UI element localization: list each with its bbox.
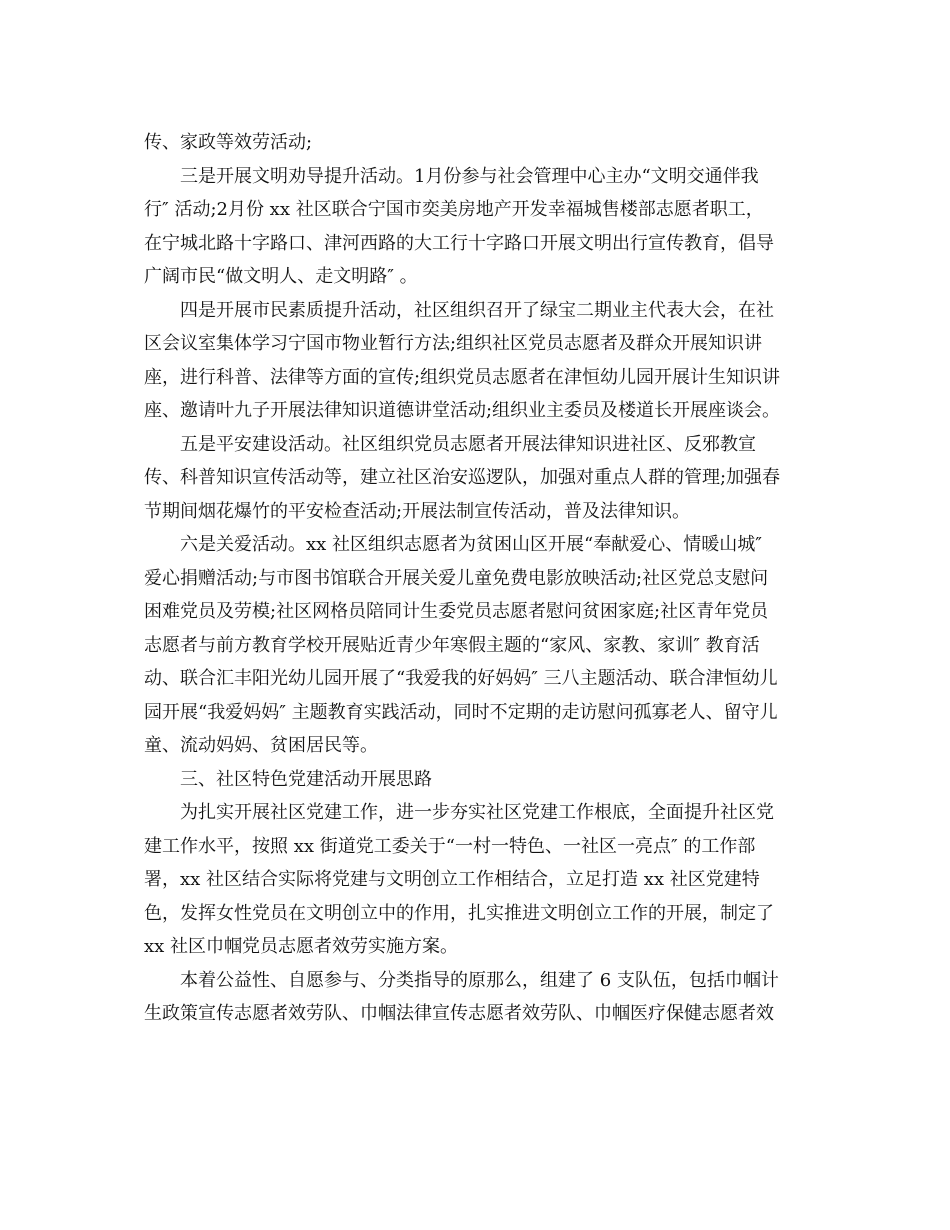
text-line: 童、流动妈妈、贫困居民等。 [144,735,378,756]
document-body [144,126,806,1031]
text-line: 区会议室集体学习宁国市物业暂行方法;组织社区党员志愿者及群众开展知识讲 [144,333,763,354]
text-line: 传、科普知识宣传活动等，建立社区治安巡逻队，加强对重点人群的管理;加强春 [144,467,781,488]
paragraph-start-line: 三是开展文明劝导提升活动。1月份参与社会管理中心主办“文明交通伴我 [180,165,759,187]
paragraph-start-line: 六是关爱活动。xx 社区组织志愿者为贫困山区开展“奉献爱心、情暖山城″ [180,534,762,555]
text-line: 广阔市民“做文明人、走文明路″ 。 [144,266,418,287]
text-line: 署，xx 社区结合实际将党建与文明创立工作相结合，立足打造 xx 社区党建特 [144,869,760,890]
text-line: 建工作水平，按照 xx 街道党工委关于“一村一特色、一社区一亮点″ 的工作部 [144,835,756,857]
text-line: 爱心捐赠活动;与市图书馆联合开展关爱儿童免费电影放映活动;社区党总支慰问 [144,567,769,589]
text-line: 生政策宣传志愿者效劳队、巾帼法律宣传志愿者效劳队、巾帼医疗保健志愿者效 [144,1003,774,1024]
text-line: 困难党员及劳模;社区网格员陪同计生委党员志愿者慰问贫困家庭;社区青年党员 [144,601,769,622]
paragraph-start-line: 本着公益性、自愿参与、分类指导的原那么，组建了 6 支队伍，包括巾帼计 [180,969,779,991]
text-line: 节期间烟花爆竹的平安检查活动;开展法制宣传活动，普及法律知识。 [144,500,691,522]
section-heading: 三、社区特色党建活动开展思路 [180,768,432,790]
text-line: 动、联合汇丰阳光幼儿园开展了“我爱我的好妈妈″ 三八主题活动、联合津恒幼儿 [144,668,778,689]
text-line: xx 社区巾帼党员志愿者效劳实施方案。 [144,936,459,957]
text-line: 在宁城北路十字路口、津河西路的大工行十字路口开展文明出行宣传教育，倡导 [144,232,774,254]
text-line: 传、家政等效劳活动; [144,132,313,153]
text-line: 座、邀请叶九子开展法律知识道德讲堂活动;组织业主委员及楼道长开展座谈会。 [144,400,781,421]
text-line: 志愿者与前方教育学校开展贴近青少年寒假主题的“家风、家教、家训″ 教育活 [144,634,760,656]
text-line: 园开展“我爱妈妈″ 主题教育实践活动，同时不定期的走访慰问孤寡老人、留守儿 [144,701,778,723]
text-line: 色，发挥女性党员在文明创立中的作用，扎实推进文明创立工作的开展，制定了 [144,902,774,924]
paragraph-start-line: 为扎实开展社区党建工作，进一步夯实社区党建工作根底，全面提升社区党 [180,802,774,823]
text-line: 座，进行科普、法律等方面的宣传;组织党员志愿者在津恒幼儿园开展计生知识讲 [144,366,781,388]
text-line: 行″ 活动;2月份 xx 社区联合宁国市奕美房地产开发幸福城售楼部志愿者职工， [144,199,764,220]
paragraph-start-line: 五是平安建设活动。社区组织党员志愿者开展法律知识进社区、反邪教宣 [180,433,756,455]
paragraph-start-line: 四是开展市民素质提升活动，社区组织召开了绿宝二期业主代表大会，在社 [180,299,774,321]
